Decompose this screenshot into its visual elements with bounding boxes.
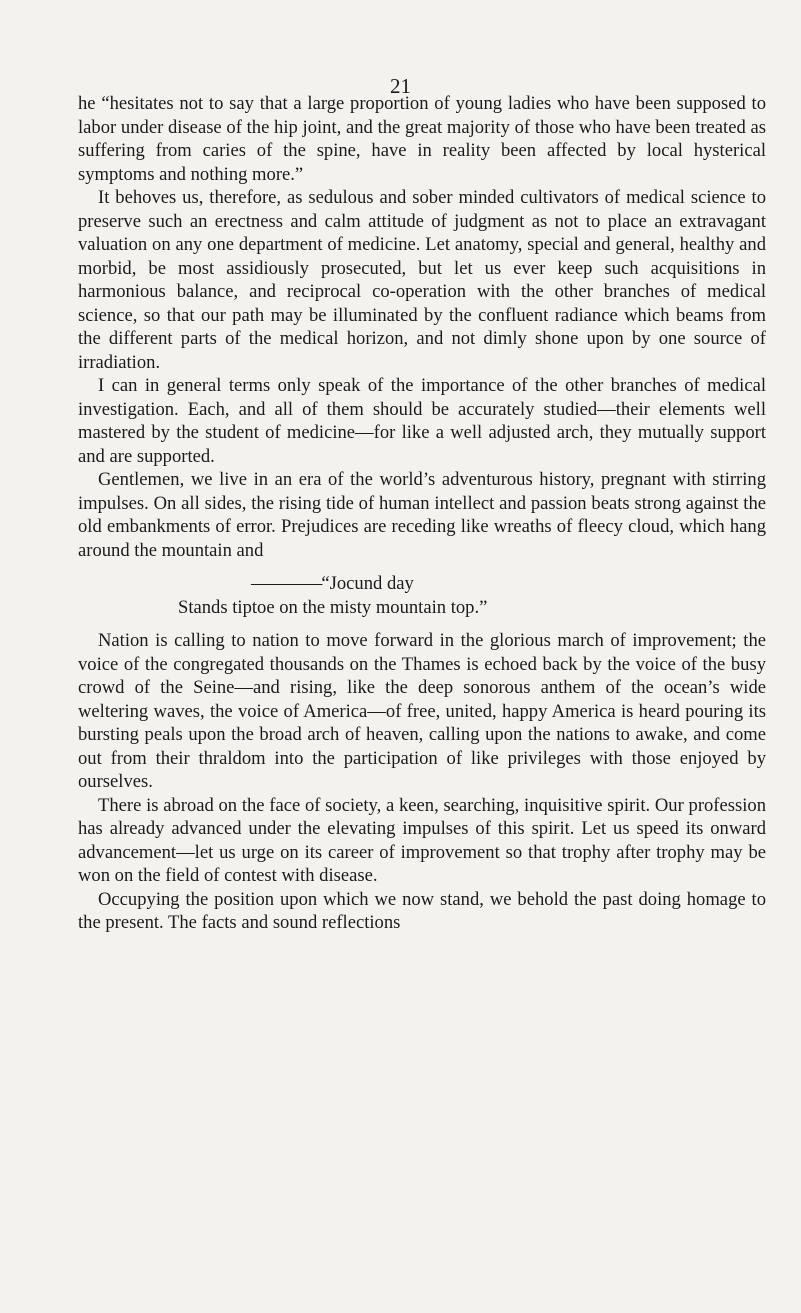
paragraph-behoves: It behoves us, therefore, as sedulous and sober minded cultivators of medical science to preserve such an erectness and calm attitude of judgment as not to place an extravagant valuation on any one department of medicine. Let anatomy, special and general, healthy and morbid, be most assidiously prosecuted, but let us ever keep such acquisitions in harmonious balance, and reciprocal co-operation with the other branches of medical science, so that our path may be illuminated by the confluent radiance which beams from the different parts of the medical horizon, and not dimly shone upon by one source of irradiation. — [78, 187, 766, 373]
page-body — [78, 70, 766, 935]
verse-line-2: Stands tiptoe on the misty mountain top.” — [178, 596, 488, 618]
verse-quote — [78, 572, 766, 619]
paragraph-nation: Nation is calling to nation to move forward in the glorious march of improvement; the voice of the congregated thousands on the Thames is echoed back by the voice of the busy crowd of the Seine—and rising, like the deep sonorous anthem of the ocean’s wide weltering waves, the voice of America—of free, united, happy America is heard pouring its bursting peals upon the broad arch of heaven, calling upon the nations to awake, and come out from their thraldom into the participation of like privileges with those enjoyed by ourselves. — [78, 630, 766, 792]
verse-line-1-text: “Jocund day — [321, 573, 414, 594]
page-number: 21 — [390, 74, 411, 98]
paragraph-gentlemen: Gentlemen, we live in an era of the world’s adventurous history, pregnant with stirring impulses. On all sides, the rising tide of human intellect and passion beats strong against the old embankments of error. Prejudices are receding like wreaths of fleecy cloud, which hang around the mountain and — [78, 469, 766, 561]
paragraph-quote-continuation: he “hesitates not to say that a large proportion of young ladies who have been supposed to labor under disease of the hip joint, and the great majority of those who have been treated as suffering from caries of the spine, have in reality been affected by local hysterical symptoms and nothing more.” — [78, 93, 766, 185]
paragraph-abroad: There is abroad on the face of society, a keen, searching, inquisitive spirit. Our profession has already advanced under the elevating impulses of this spirit. Let us speed its onward advancement—let us urge on its career of improvement so that trophy after trophy may be won on the field of contest with disease. — [78, 794, 766, 886]
verse-dash: ———— — [251, 573, 322, 594]
paragraph-occupying: Occupying the position upon which we now stand, we behold the past doing homage to the present. The facts and sound reflections — [78, 888, 766, 933]
verse-line-1 — [78, 572, 766, 596]
paragraph-general-terms: I can in general terms only speak of the importance of the other branches of medical investigation. Each, and all of them should be accurately studied—their elements well mastered by the student of medicine—for like a well adjusted arch, they mutually support and are supported. — [78, 375, 766, 467]
